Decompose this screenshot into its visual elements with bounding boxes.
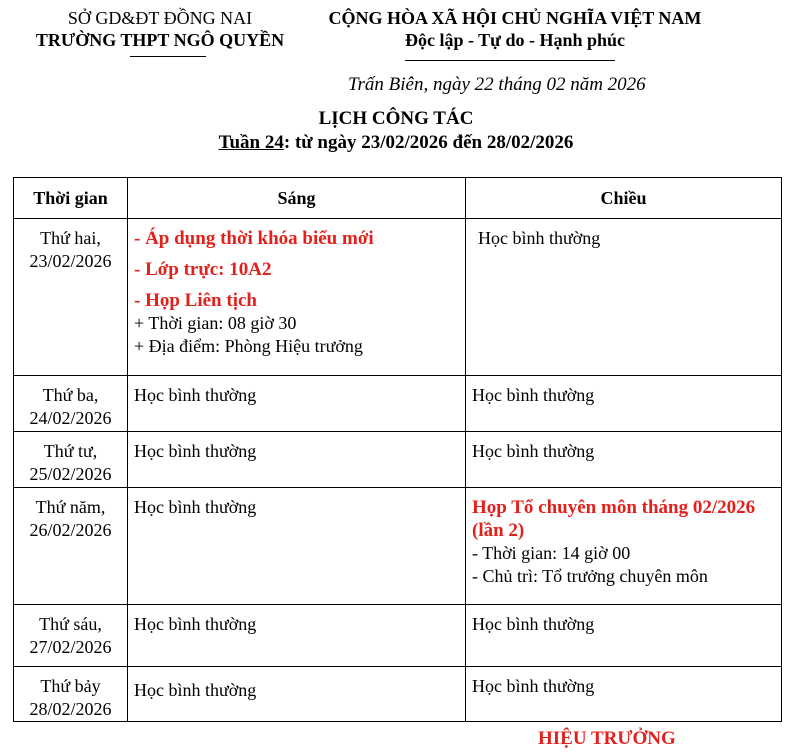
day-name: Thứ bảy — [40, 676, 101, 696]
school-name: TRƯỜNG THPT NGÔ QUYỀN — [35, 30, 285, 50]
column-header-afternoon: Chiều — [466, 178, 782, 219]
day-date: 26/02/2026 — [29, 520, 112, 540]
morning-cell — [128, 376, 466, 432]
motto-underline — [405, 60, 615, 61]
table-row — [14, 667, 782, 722]
afternoon-text: Học bình thường — [472, 385, 595, 405]
day-cell — [14, 488, 128, 605]
date-line: Trấn Biên, ngày 22 tháng 02 năm 2026 — [348, 74, 646, 95]
afternoon-cell — [466, 488, 782, 605]
morning-item: - Áp dụng thời khóa biểu mới — [134, 228, 374, 249]
day-cell — [14, 667, 128, 722]
day-date: 23/02/2026 — [29, 251, 112, 271]
meeting-time: + Thời gian: 08 giờ 30 — [134, 313, 297, 333]
morning-text: Học bình thường — [134, 680, 257, 700]
week-label: Tuần 24 — [218, 132, 284, 153]
table-row — [14, 432, 782, 488]
day-cell — [14, 605, 128, 667]
morning-cell — [128, 432, 466, 488]
day-date: 28/02/2026 — [29, 699, 112, 719]
table-row — [14, 605, 782, 667]
national-motto: Độc lập - Tự do - Hạnh phúc — [404, 30, 626, 50]
afternoon-cell — [466, 605, 782, 667]
week-dates: : từ ngày 23/02/2026 đến 28/02/2026 — [283, 132, 574, 153]
morning-item: - Lớp trực: 10A2 — [134, 259, 272, 280]
week-range — [0, 132, 792, 154]
day-name: Thứ tư, — [43, 441, 98, 461]
day-name: Thứ hai, — [40, 228, 101, 248]
table-row — [14, 219, 782, 376]
country-name: CỘNG HÒA XÃ HỘI CHỦ NGHĨA VIỆT NAM — [328, 8, 702, 28]
afternoon-text: Học bình thường — [472, 614, 595, 634]
schedule-table — [13, 177, 782, 722]
day-date: 24/02/2026 — [29, 408, 112, 428]
morning-text: Học bình thường — [134, 441, 257, 461]
morning-text: Học bình thường — [134, 497, 257, 517]
meeting-time: - Thời gian: 14 giờ 00 — [472, 543, 631, 563]
column-header-morning: Sáng — [128, 178, 466, 219]
table-header-row — [14, 178, 782, 219]
morning-text: Học bình thường — [134, 385, 257, 405]
day-name: Thứ sáu, — [39, 614, 102, 634]
morning-cell — [128, 605, 466, 667]
afternoon-text: Học bình thường — [472, 441, 595, 461]
morning-text: Học bình thường — [134, 614, 257, 634]
signature-title: HIỆU TRƯỞNG — [538, 728, 676, 749]
day-date: 25/02/2026 — [29, 464, 112, 484]
department-name: SỞ GD&ĐT ĐỒNG NAI — [67, 8, 253, 28]
day-date: 27/02/2026 — [29, 637, 112, 657]
morning-cell — [128, 219, 466, 376]
meeting-chair: - Chủ trì: Tổ trưởng chuyên môn — [472, 566, 708, 586]
morning-cell — [128, 667, 466, 722]
morning-item: - Họp Liên tịch — [134, 290, 257, 311]
meeting-title-cont: (lần 2) — [472, 520, 525, 541]
day-name: Thứ ba, — [42, 385, 99, 405]
day-cell — [14, 376, 128, 432]
table-row — [14, 488, 782, 605]
page-title: LỊCH CÔNG TÁC — [318, 108, 474, 129]
afternoon-cell — [466, 432, 782, 488]
meeting-title: Họp Tổ chuyên môn tháng 02/2026 — [472, 497, 756, 518]
school-underline — [130, 56, 206, 57]
day-name: Thứ năm, — [35, 497, 106, 517]
meeting-location: + Địa điểm: Phòng Hiệu trưởng — [134, 336, 363, 356]
afternoon-cell — [466, 219, 782, 376]
table-row — [14, 376, 782, 432]
morning-cell — [128, 488, 466, 605]
day-cell — [14, 219, 128, 376]
afternoon-cell — [466, 667, 782, 722]
afternoon-cell — [466, 376, 782, 432]
column-header-time: Thời gian — [14, 178, 128, 219]
afternoon-text: Học bình thường — [478, 228, 601, 248]
day-cell — [14, 432, 128, 488]
afternoon-text: Học bình thường — [472, 676, 595, 696]
